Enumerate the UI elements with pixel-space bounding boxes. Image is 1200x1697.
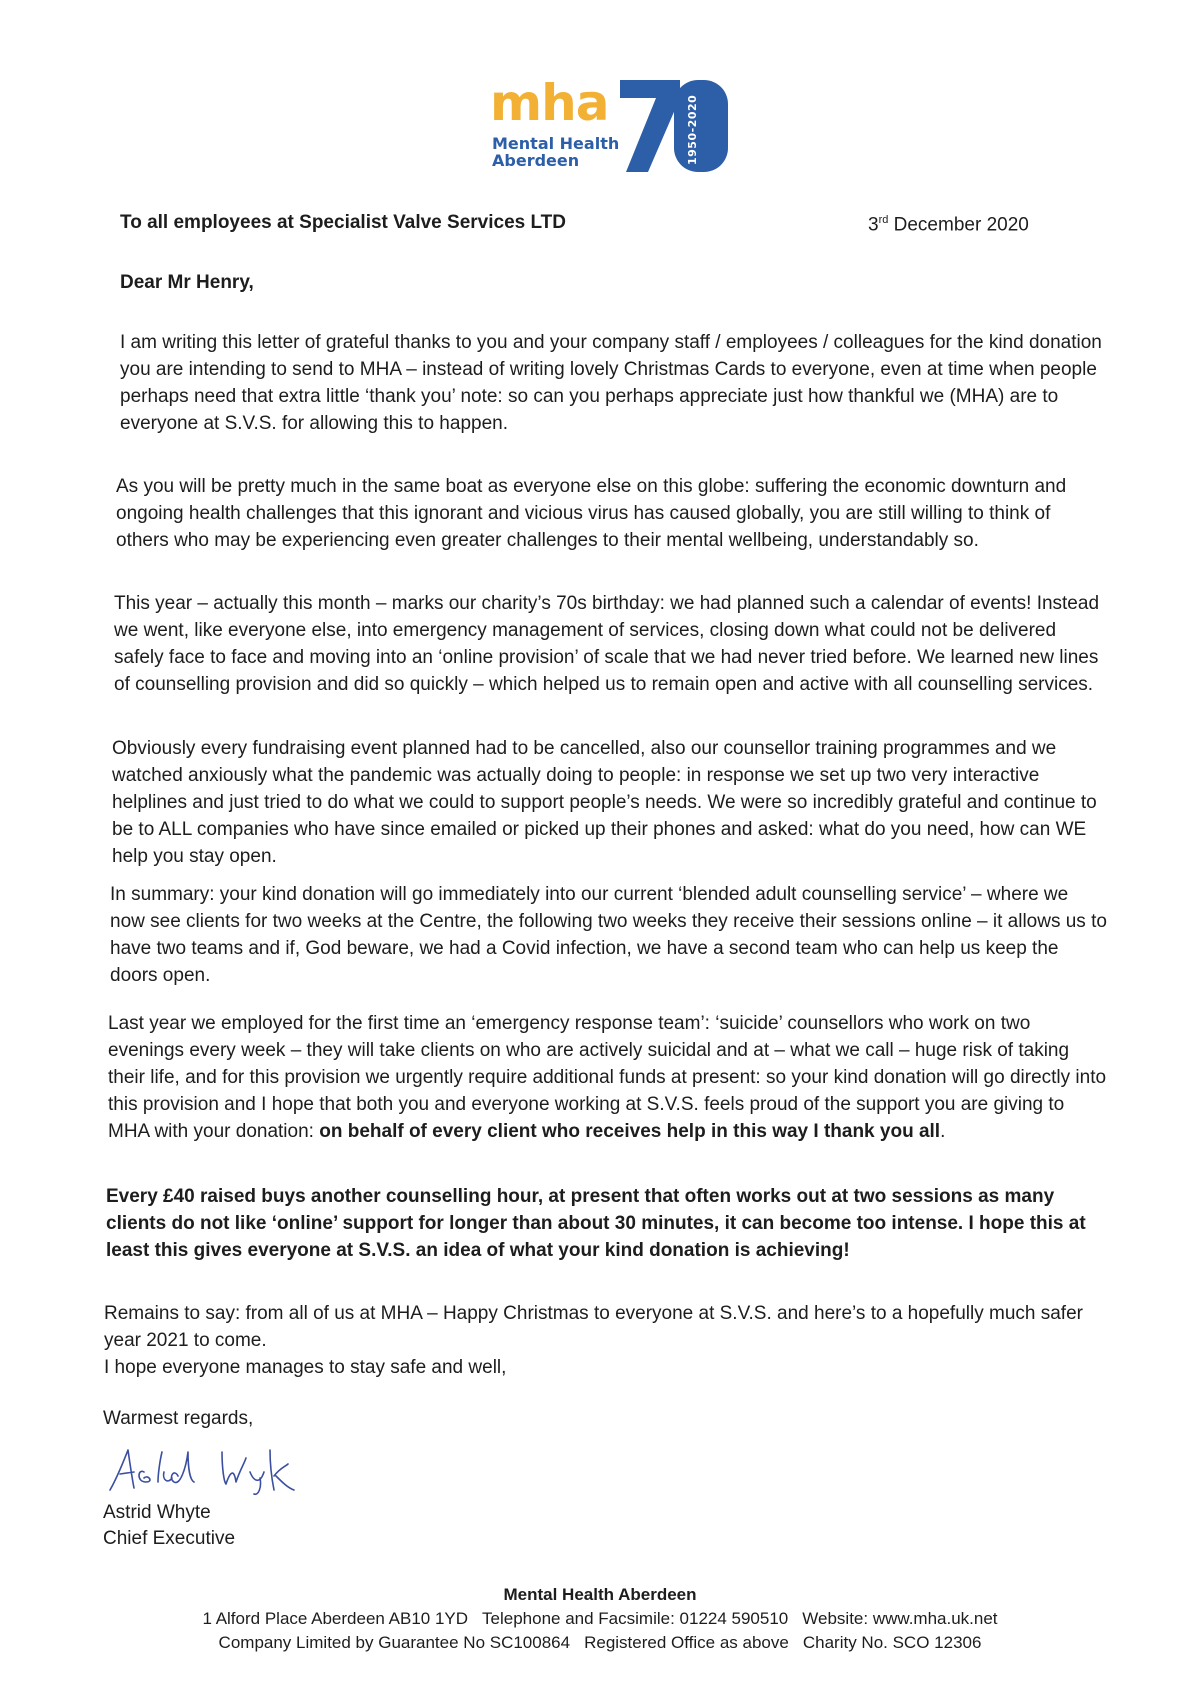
letterhead-footer — [0, 1583, 1200, 1655]
footer-registered: Registered Office as above — [584, 1633, 789, 1652]
signer-block — [103, 1500, 235, 1552]
mha-logo — [490, 74, 740, 178]
paragraph-1-text: I am writing this letter of grateful thanks to you and your company staff / employees / colleagues for the kind donation you are intending to send to MHA – instead of writing lovely Christmas Cards to everyone, even at time when people perhaps need that extra little ‘thank you’ note: so can you perhaps appreciate just how thankful we (MHA) are to everyone at S.V.S. for allowing this to happen. — [120, 332, 1102, 434]
footer-company: Company Limited by Guarantee No SC100864 — [218, 1633, 571, 1652]
paragraph-6-main: Last year we employed for the first time an ‘emergency response team’: ‘suicide’ counsellors who work on two evenings every week – they will take clients on who are actively suicidal and at – what we call – huge risk of taking their life, and for this provision we urgently require additional funds at present: so your kind donation will go directly into this provision and I hope that both you and everyone working at S.V.S. feels proud of the support you are giving to MHA with your donation: — [108, 1013, 1107, 1142]
closing-line-2: I hope everyone manages to stay safe and well, — [104, 1357, 507, 1378]
logo-wordmark: mha — [490, 74, 609, 132]
logo-line-1: Mental Health — [492, 134, 620, 153]
paragraph-6 — [108, 1010, 1108, 1145]
paragraph-6-end: . — [940, 1121, 946, 1142]
logo-org-name — [492, 136, 619, 170]
date-day: 3 — [868, 214, 879, 236]
signoff: Warmest regards, — [103, 1408, 254, 1429]
logo-70-mark — [618, 78, 730, 174]
paragraph-2 — [116, 473, 1108, 554]
date-suffix: rd — [878, 214, 889, 226]
paragraph-6-bold-tail: on behalf of every client who receives help in this way I thank you all — [319, 1121, 941, 1142]
logo-years: 1950-2020 — [686, 94, 699, 166]
signer-name: Astrid Whyte — [103, 1502, 211, 1523]
logo-line-2: Aberdeen — [492, 150, 580, 170]
footer-charity: Charity No. SCO 12306 — [802, 1633, 982, 1652]
paragraph-bold — [106, 1183, 1106, 1264]
paragraph-3-text: This year – actually this month – marks our charity’s 70s birthday: we had planned such a calendar of events! Instead we went, like everyone else, into emergency management of services, closing down what could not be delivered safely face to face and moving into an ‘online provision’ of scale that we had never tried before. We learned new lines of counselling provision and did so quickly – which helped us to remain open and active with all counselling services. — [114, 593, 1100, 695]
handwritten-signature — [104, 1438, 324, 1498]
closing-paragraph — [104, 1300, 1084, 1381]
footer-company-line — [0, 1631, 1200, 1655]
date-rest: December 2020 — [893, 214, 1029, 236]
paragraph-3 — [114, 590, 1108, 698]
footer-address: 1 Alford Place Aberdeen AB10 1YD — [202, 1609, 469, 1628]
signer-title: Chief Executive — [103, 1528, 236, 1549]
paragraph-4-text: Obviously every fundraising event planned had to be cancelled, also our counsellor training programmes and we watched anxiously what the pandemic was actually doing to people: in response we set up two very interactive helplines and just tried to do what we could to support people’s needs. We were so incredibly grateful and continue to be to ALL companies who have since emailed or picked up their phones and asked: what do you need, how can WE help you stay open. — [112, 738, 1097, 867]
footer-phone: Telephone and Facsimile: 01224 590510 — [482, 1609, 789, 1628]
letter-date — [868, 214, 1029, 236]
paragraph-2-text: As you will be pretty much in the same boat as everyone else on this globe: suffering the economic downturn and ongoing health challenges that this ignorant and vicious virus has caused globally, you are still willing to think of others who may be experiencing even greater challenges to their mental wellbeing, understandably so. — [116, 476, 1067, 551]
salutation: Dear Mr Henry, — [120, 272, 254, 293]
recipient-line: To all employees at Specialist Valve Services LTD — [120, 212, 567, 233]
paragraph-5-text: In summary: your kind donation will go immediately into our current ‘blended adult counselling service’ – where we now see clients for two weeks at the Centre, the following two weeks they receive their sessions online – it allows us to have two teams and if, God beware, we had a Covid infection, we have a second team who can help us keep the doors open. — [110, 884, 1107, 986]
paragraph-1 — [120, 329, 1108, 437]
paragraph-5 — [110, 881, 1108, 989]
paragraph-6-text — [108, 1010, 1108, 1145]
footer-website: Website: www.mha.uk.net — [802, 1609, 998, 1628]
paragraph-4 — [112, 735, 1108, 870]
footer-address-line — [0, 1607, 1200, 1631]
paragraph-bold-text: Every £40 raised buys another counselling hour, at present that often works out at two sessions as many clients do not like ‘online’ support for longer than about 30 minutes, it can become too intense. I hope this at least this gives everyone at S.V.S. an idea of what your kind donation is achieving! — [106, 1186, 1086, 1261]
closing-line-1: Remains to say: from all of us at MHA – Happy Christmas to everyone at S.V.S. and here’s to a hopefully much safer year 2021 to come. — [104, 1303, 1083, 1351]
footer-org-name: Mental Health Aberdeen — [503, 1585, 697, 1604]
